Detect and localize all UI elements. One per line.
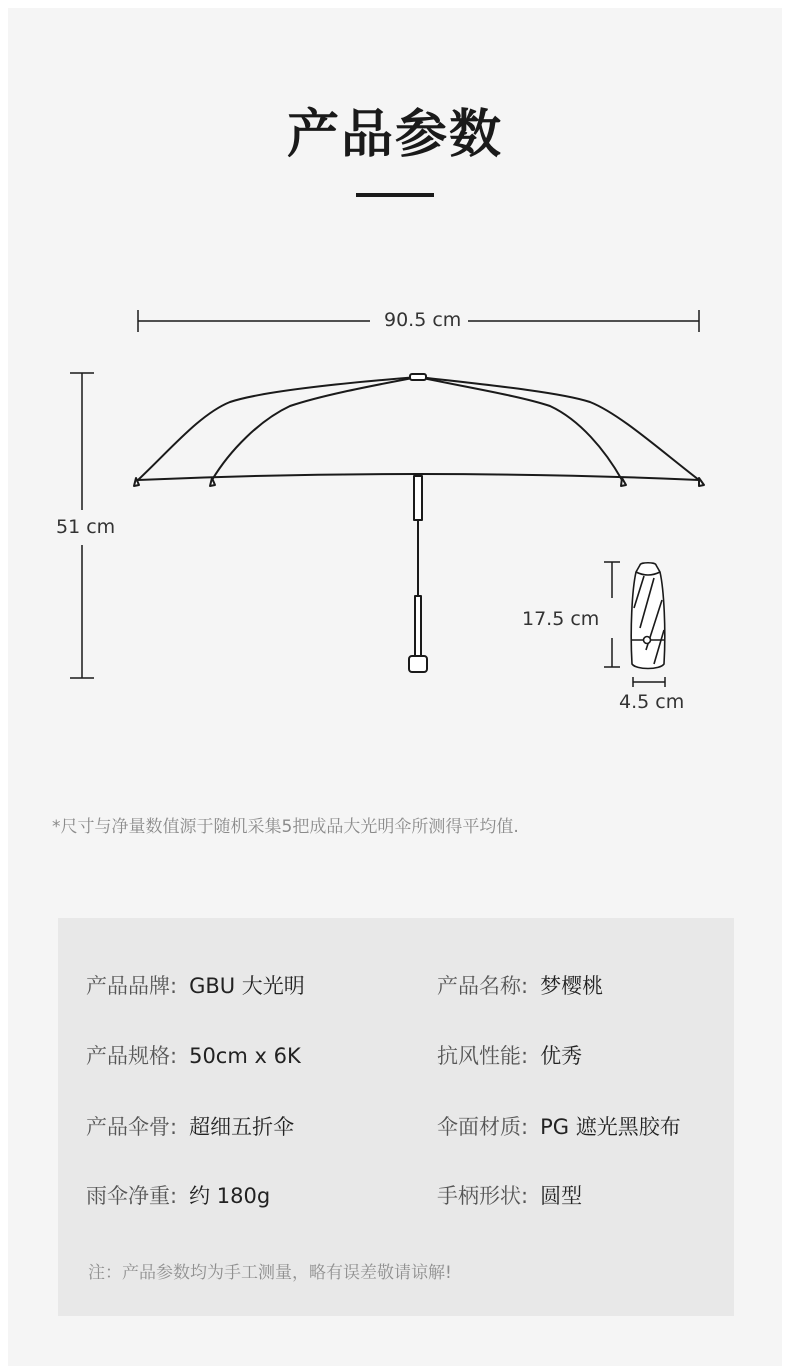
folded-length-label: 17.5 cm (522, 608, 600, 630)
spec-net-weight (86, 1180, 270, 1210)
spec-value: 50cm x 6K (189, 1044, 301, 1068)
spec-canopy-material (437, 1111, 681, 1141)
spec-label: 雨伞净重: (86, 1184, 178, 1208)
folded-width-dimension-line (633, 677, 665, 687)
spec-wind-resistance (437, 1040, 582, 1070)
spec-label: 伞面材质: (437, 1115, 529, 1139)
spec-label: 产品名称: (437, 974, 529, 998)
spec-value: 梦樱桃 (540, 974, 604, 998)
spec-value: 约 180g (189, 1184, 271, 1208)
measurement-disclaimer: *尺寸与净量数值源于随机采集5把成品大光明伞所测得平均值. (52, 817, 519, 837)
page-title: 产品参数 (286, 105, 503, 165)
spec-value: PG 遮光黑胶布 (540, 1115, 681, 1139)
spec-value: GBU 大光明 (189, 974, 305, 998)
spec-handle-shape (437, 1180, 582, 1210)
spec-product-name (437, 970, 603, 1000)
folded-length-dimension-line (604, 562, 620, 667)
spec-label: 产品品牌: (86, 974, 178, 998)
spec-frame (86, 1111, 294, 1141)
spec-brand (86, 970, 305, 1000)
spec-label: 抗风性能: (437, 1044, 529, 1068)
open-height-label: 51 cm (56, 516, 116, 538)
spec-label: 手柄形状: (437, 1184, 529, 1208)
open-width-label: 90.5 cm (384, 309, 462, 331)
spec-label: 产品伞骨: (86, 1115, 178, 1139)
measurement-note: 注：产品参数均为手工测量，略有误差敬请谅解! (88, 1263, 452, 1283)
spec-size (86, 1040, 301, 1070)
spec-value: 圆型 (540, 1184, 583, 1208)
open-umbrella-icon (134, 374, 704, 672)
spec-value: 超细五折伞 (189, 1115, 295, 1139)
folded-width-label: 4.5 cm (619, 691, 685, 713)
spec-label: 产品规格: (86, 1044, 178, 1068)
spec-value: 优秀 (540, 1044, 583, 1068)
folded-umbrella-icon (631, 563, 665, 669)
